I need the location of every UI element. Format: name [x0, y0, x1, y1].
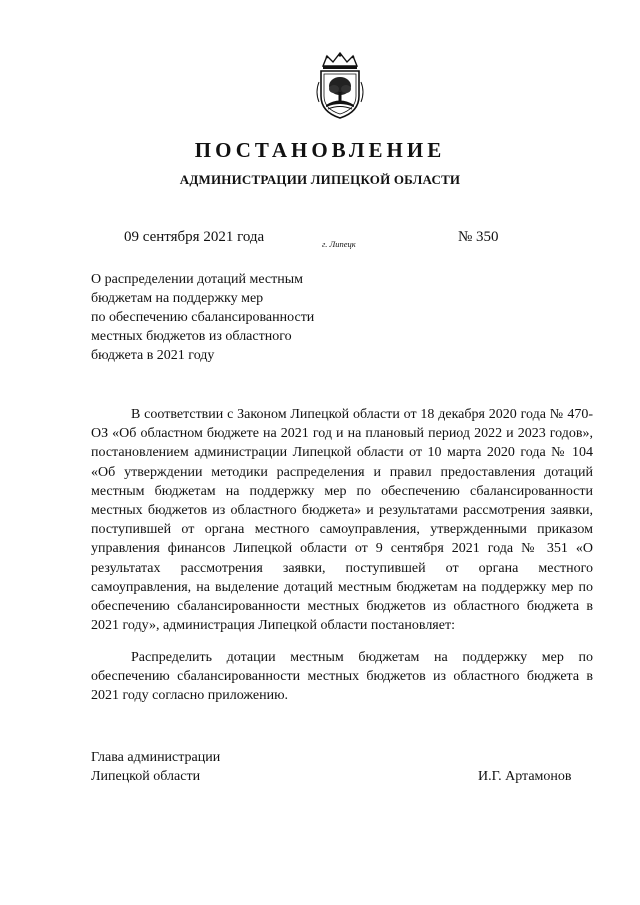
document-subtitle: АДМИНИСТРАЦИИ ЛИПЕЦКОЙ ОБЛАСТИ [179, 172, 461, 187]
signature-role-line: Глава администрации [91, 750, 221, 765]
subject-line: по обеспечению сбалансированности [91, 310, 315, 325]
signature-role [91, 748, 220, 786]
subject-line: бюджета в 2021 году [91, 348, 215, 363]
body-paragraph-resolution: Распределить дотации местным бюджетам на поддержку мер по обеспечению сбалансированности местных бюджетов из областного бюджета в 2021 году согласно приложению. [91, 650, 593, 704]
subject-line: О распределении дотаций местным [91, 272, 304, 287]
document-place: г. Липецк [322, 239, 356, 249]
subject-line: бюджетам на поддержку мер [91, 291, 264, 306]
signature-name: И.Г. Артамонов [478, 769, 572, 784]
subject-line: местных бюджетов из областного [91, 329, 292, 344]
document-title: ПОСТАНОВЛЕНИЕ [194, 138, 446, 162]
lipetsk-coat-of-arms-icon [313, 52, 367, 120]
document-number: № 350 [458, 229, 499, 245]
document-date: 09 сентября 2021 года [124, 229, 265, 245]
document-subject [91, 270, 361, 365]
body-paragraph-preamble: В соответствии с Законом Липецкой области от 18 декабря 2020 года № 470-ОЗ «Об областном бюджете на 2021 год и на плановый период 2022 и 2023 годов», постановлением администрации Липецкой области от 10 марта 2020 года № 104 «Об утверждении методики распределения и правил предоставления дотаций местным бюджетам на поддержку мер по обеспечению сбалансированности местных бюджетов из областного бюджета» и результатами рассмотрения заявки, поступившей от органа местного самоуправления, утвержденными приказом управления финансов Липецкой области от 9 сентября 2021 года № 351 «О результатах рассмотрения заявки, поступившей от органа местного самоуправления, на выделение дотаций местным бюджетам на поддержку мер по обеспечению сбалансированности местных бюджетов из областного бюджета в 2021 году», администрация Липецкой области постановляет: [91, 407, 593, 634]
signature-role-line: Липецкой области [91, 769, 201, 784]
